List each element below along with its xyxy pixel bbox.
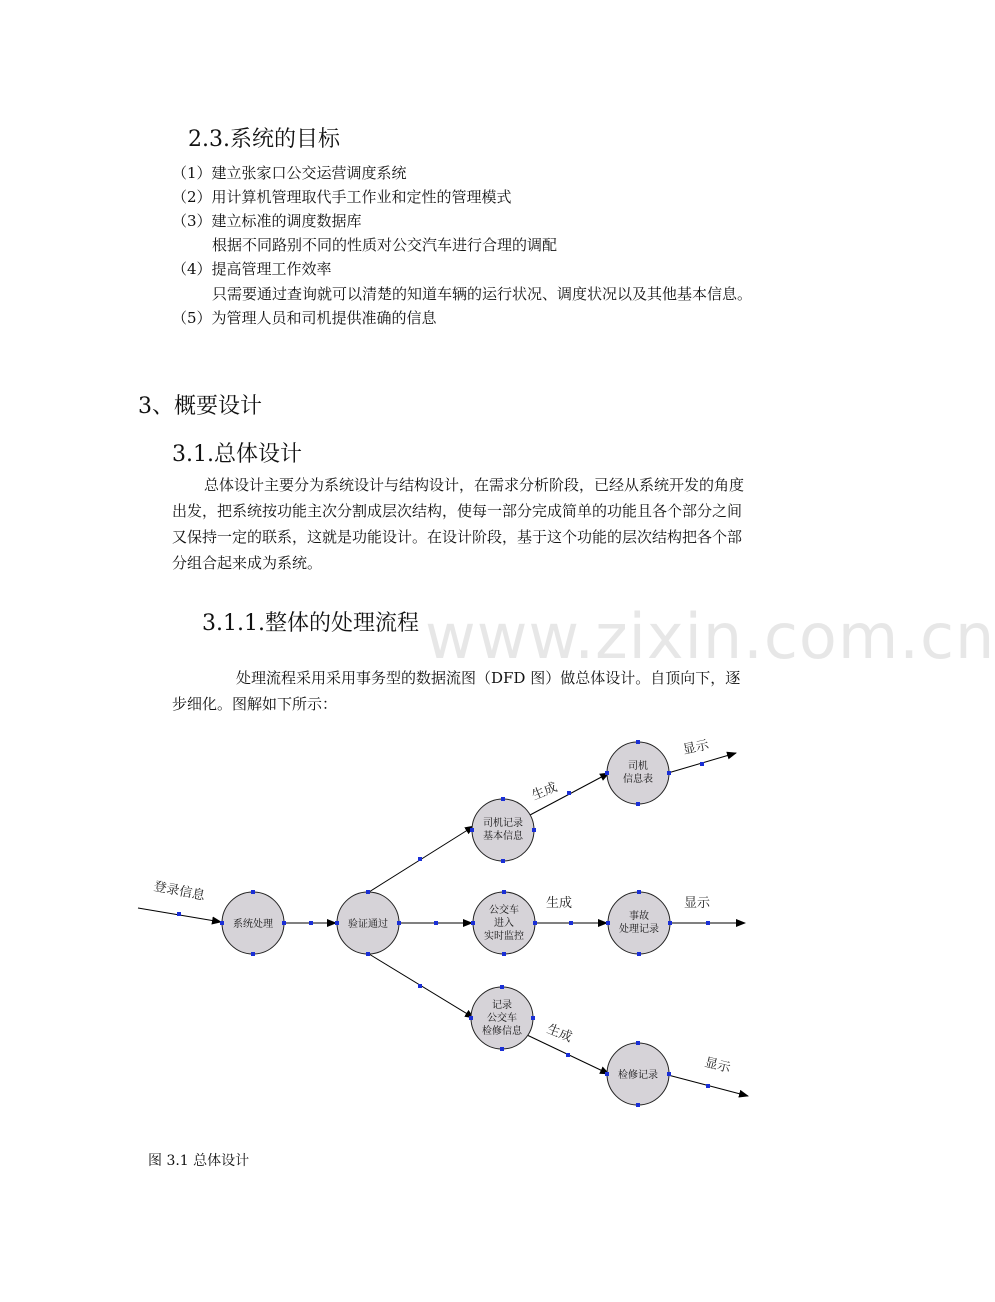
goal-item-3: （3）建立标准的调度数据库: [172, 212, 362, 230]
goal-item-2: （2）用计算机管理取代手工作业和定性的管理模式: [172, 188, 512, 206]
section-3-1-title: 3.1.总体设计: [172, 442, 302, 467]
goal-item-3-detail: 根据不同路别不同的性质对公交汽车进行合理的调配: [212, 236, 558, 254]
node-driver-table-label-1: 司机: [628, 761, 648, 772]
label-show-3: 显示: [703, 1055, 732, 1077]
label-login-info: 登录信息: [152, 879, 207, 904]
node-driver-record-label-1: 司机记录: [483, 818, 523, 829]
section-3-1-1-title: 3.1.1.整体的处理流程: [202, 611, 419, 636]
node-accident-record-label-1: 事故: [629, 911, 649, 922]
node-repair-info-label-3: 检修信息: [482, 1026, 522, 1037]
node-driver-table: [607, 742, 669, 804]
node-driver-record: [472, 799, 534, 861]
node-driver-record-label-2: 基本信息: [483, 831, 523, 842]
node-driver-table-label-2: 信息表: [623, 774, 653, 785]
goal-item-4: （4）提高管理工作效率: [172, 260, 332, 278]
label-generate-2: 生成: [546, 896, 573, 911]
goal-item-5: （5）为管理人员和司机提供准确的信息: [172, 309, 437, 327]
section-2-3-title: 2.3.系统的目标: [188, 127, 340, 152]
overview-line-4: 分组合起来成为系统。: [172, 554, 323, 572]
node-repair-info-label-2: 公交车: [487, 1013, 517, 1024]
label-show-2: 显示: [684, 896, 711, 911]
node-accident-record: [608, 892, 670, 954]
goal-item-4-detail: 只需要通过查询就可以清楚的知道车辆的运行状况、调度状况以及其他基本信息。: [212, 285, 753, 303]
overview-line-1: 总体设计主要分为系统设计与结构设计，在需求分析阶段，已经从系统开发的角度: [204, 476, 745, 494]
node-bus-monitor-label-1: 公交车: [489, 905, 519, 916]
node-bus-monitor-label-2: 进入: [494, 918, 514, 929]
node-repair-record-label: 检修记录: [618, 1070, 658, 1081]
overview-line-2: 出发，把系统按功能主次分割成层次结构，使每一部分完成简单的功能且各个部分之间: [172, 502, 743, 520]
watermark: www.zixin.com.cn: [425, 600, 995, 673]
node-repair-info-label-1: 记录: [492, 1000, 512, 1011]
goal-item-1: （1）建立张家口公交运营调度系统: [172, 164, 407, 182]
overview-line-3: 又保持一定的联系，这就是功能设计。在设计阶段，基于这个功能的层次结构把各个部: [172, 528, 743, 546]
node-accident-record-label-2: 处理记录: [619, 924, 659, 935]
node-system-processing-label: 系统处理: [233, 919, 273, 930]
figure-caption: 图 3.1 总体设计: [148, 1153, 250, 1169]
label-generate-1: 生成: [529, 780, 560, 804]
label-show-1: 显示: [681, 737, 711, 758]
section-3-title: 3、概要设计: [138, 394, 262, 419]
node-bus-monitor-label-3: 实时监控: [484, 931, 524, 942]
flow-line-2: 步细化。图解如下所示：: [172, 695, 338, 713]
flow-line-1: 处理流程采用采用事务型的数据流图（DFD 图）做总体设计。自顶向下，逐: [236, 669, 741, 687]
node-verified-label: 验证通过: [348, 919, 388, 930]
label-generate-3: 生成: [544, 1021, 575, 1046]
